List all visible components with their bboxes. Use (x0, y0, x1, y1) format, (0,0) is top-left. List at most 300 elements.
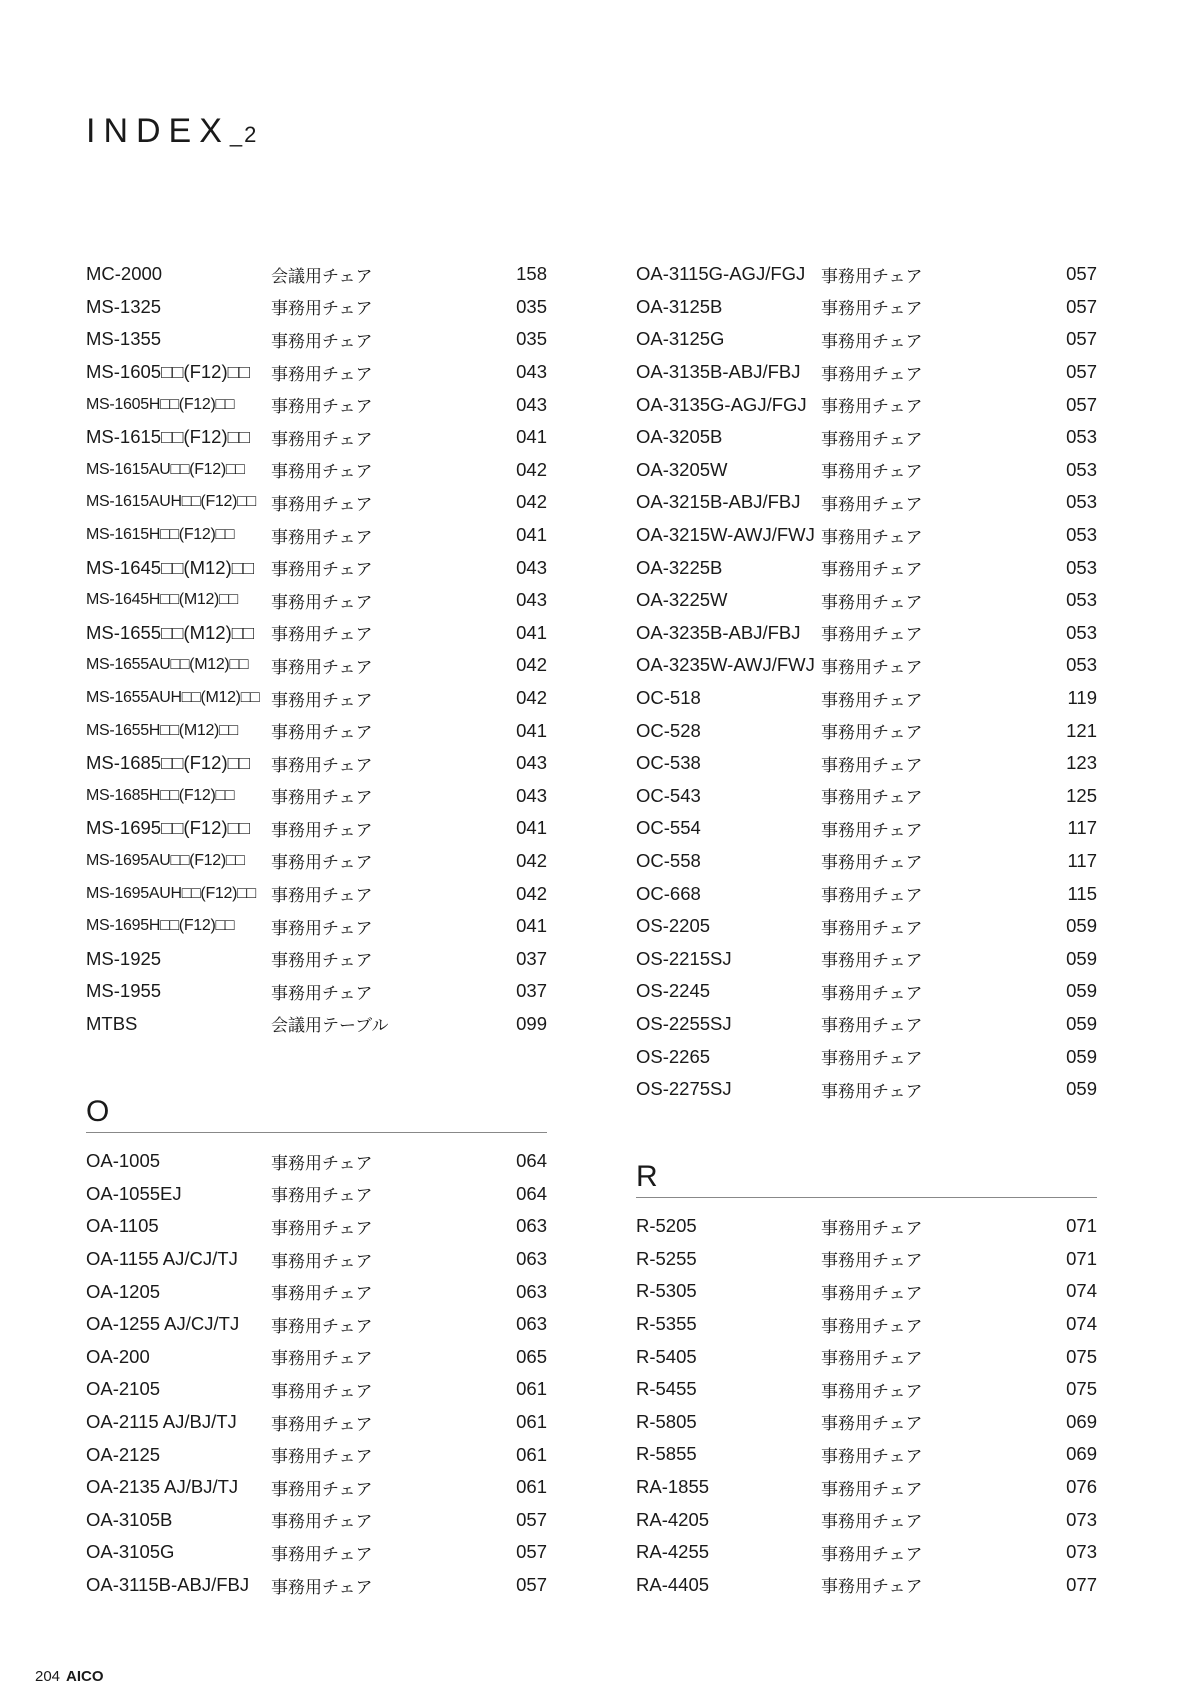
index-row (86, 780, 547, 813)
model-number: OS-2275SJ (636, 1078, 732, 1100)
page-reference: 053 (1066, 426, 1097, 448)
index-row (636, 812, 1097, 845)
model-number: R-5405 (636, 1345, 697, 1367)
page-reference: 061 (516, 1411, 547, 1433)
product-type: 事務用チェア (271, 625, 373, 645)
page-reference: 059 (1066, 980, 1097, 1002)
product-type: 事務用チェア (821, 560, 923, 580)
page-reference: 076 (1066, 1476, 1097, 1498)
product-type: 事務用チェア (271, 1251, 373, 1271)
index-row (86, 1210, 547, 1243)
product-type: 事務用チェア (821, 918, 923, 938)
index-row (86, 975, 547, 1008)
model-number: OC-558 (636, 849, 701, 871)
product-type: 事務用チェア (821, 1544, 923, 1564)
model-number: RA-4205 (636, 1508, 710, 1530)
index-row (86, 877, 547, 910)
page-reference: 053 (1066, 491, 1097, 513)
index-row (86, 356, 547, 389)
page-reference: 035 (516, 328, 547, 350)
index-row (86, 1308, 547, 1341)
model-number: RA-4255 (636, 1541, 710, 1563)
index-row (636, 845, 1097, 878)
index-row (86, 1275, 547, 1308)
model-number: OA-3125G (636, 328, 725, 350)
product-type: 事務用チェア (271, 723, 373, 743)
product-type: 事務用チェア (821, 983, 923, 1003)
page-reference: 041 (516, 524, 547, 546)
product-type: 事務用チェア (271, 1479, 373, 1499)
index-list-m (86, 258, 547, 1040)
model-number: MS-1695□□(F12)□□ (86, 817, 250, 839)
product-type: 事務用チェア (821, 755, 923, 775)
page-reference: 123 (1066, 752, 1097, 774)
product-type: 事務用チェア (821, 1016, 923, 1036)
page-reference: 035 (516, 295, 547, 317)
index-row (636, 1243, 1097, 1276)
page-reference: 057 (1066, 295, 1097, 317)
product-type: 事務用チェア (821, 1349, 923, 1369)
product-type: 事務用チェア (271, 299, 373, 319)
index-row (86, 1504, 547, 1537)
index-row (636, 519, 1097, 552)
index-row (636, 584, 1097, 617)
product-type: 事務用チェア (271, 592, 373, 612)
product-type: 事務用チェア (821, 723, 923, 743)
model-number: OA-2125 (86, 1443, 161, 1465)
page-reference: 057 (1066, 328, 1097, 350)
model-number: OC-528 (636, 719, 701, 741)
model-number: OA-3225W (636, 589, 728, 611)
page-reference: 069 (1066, 1410, 1097, 1432)
index-row (86, 1438, 547, 1471)
page-reference: 064 (516, 1150, 547, 1172)
model-number: OA-1205 (86, 1280, 161, 1302)
page-reference: 061 (516, 1443, 547, 1465)
product-type: 事務用チェア (821, 429, 923, 449)
model-number: RA-1855 (636, 1476, 710, 1498)
index-row (636, 1308, 1097, 1341)
model-number: OA-1105 (86, 1215, 159, 1237)
model-number: OA-3105B (86, 1508, 173, 1530)
product-type: 事務用チェア (271, 331, 373, 351)
model-number: R-5205 (636, 1215, 697, 1237)
section-letter-o: O (86, 1092, 547, 1133)
product-type: 事務用チェア (271, 494, 373, 514)
page-reference: 043 (516, 784, 547, 806)
page-reference: 069 (1066, 1443, 1097, 1465)
index-row (86, 291, 547, 324)
model-number: OC-668 (636, 882, 701, 904)
index-row (636, 1040, 1097, 1073)
model-number: MS-1655AUH□□(M12)□□ (86, 689, 260, 707)
index-row (86, 1243, 547, 1276)
page-reference: 053 (1066, 654, 1097, 676)
page-title (86, 112, 258, 151)
index-row (86, 910, 547, 943)
brand-logo: AICO (66, 1668, 104, 1685)
model-number: OA-3205W (636, 458, 728, 480)
page-reference: 075 (1066, 1378, 1097, 1400)
product-type: 事務用チェア (271, 1349, 373, 1369)
model-number: MS-1645H□□(M12)□□ (86, 591, 238, 609)
product-type: 事務用チェア (821, 299, 923, 319)
product-type: 事務用チェア (821, 331, 923, 351)
page-reference: 073 (1066, 1541, 1097, 1563)
model-number: OA-1155 AJ/CJ/TJ (86, 1248, 238, 1270)
index-row (636, 877, 1097, 910)
index-row (636, 1210, 1097, 1243)
model-number: OA-1055EJ (86, 1182, 182, 1204)
index-row (636, 1569, 1097, 1602)
page-reference: 042 (516, 849, 547, 871)
page-reference: 037 (516, 980, 547, 1002)
page-reference: 057 (516, 1508, 547, 1530)
index-row (636, 291, 1097, 324)
product-type: 事務用チェア (821, 592, 923, 612)
product-type: 事務用チェア (271, 1316, 373, 1336)
index-row (86, 323, 547, 356)
product-type: 事務用チェア (271, 1447, 373, 1467)
product-type: 事務用チェア (271, 429, 373, 449)
index-list-o-right (636, 258, 1097, 1105)
model-number: OC-538 (636, 752, 701, 774)
page-reference: 041 (516, 719, 547, 741)
product-type: 事務用チェア (821, 527, 923, 547)
page-reference: 057 (1066, 361, 1097, 383)
product-type: 事務用チェア (271, 853, 373, 873)
index-row (636, 1438, 1097, 1471)
page-reference: 053 (1066, 556, 1097, 578)
index-row (636, 421, 1097, 454)
page-reference: 119 (1067, 687, 1097, 709)
product-type: 事務用チェア (271, 951, 373, 971)
page-reference: 042 (516, 458, 547, 480)
page-reference: 158 (516, 263, 547, 285)
product-type: 事務用チェア (821, 1446, 923, 1466)
index-list-o-left (86, 1145, 547, 1601)
product-type: 事務用チェア (821, 397, 923, 417)
page-reference: 042 (516, 654, 547, 676)
page-reference: 071 (1066, 1215, 1097, 1237)
product-type: 事務用チェア (821, 1316, 923, 1336)
index-row (636, 1536, 1097, 1569)
model-number: MC-2000 (86, 263, 163, 285)
index-row (636, 356, 1097, 389)
model-number: OA-3135B-ABJ/FBJ (636, 361, 801, 383)
product-type: 事務用チェア (821, 788, 923, 808)
page-reference: 064 (516, 1182, 547, 1204)
product-type: 事務用チェア (271, 364, 373, 384)
index-row (636, 1406, 1097, 1439)
model-number: OA-3105G (86, 1541, 175, 1563)
index-row (636, 942, 1097, 975)
page-reference: 075 (1066, 1345, 1097, 1367)
index-row (636, 780, 1097, 813)
page-reference: 041 (516, 426, 547, 448)
product-type: 事務用チェア (821, 1512, 923, 1532)
product-type: 事務用チェア (821, 1081, 923, 1101)
page-reference: 053 (1066, 589, 1097, 611)
model-number: OA-2105 (86, 1378, 161, 1400)
model-number: MS-1925 (86, 947, 162, 969)
index-row (86, 1471, 547, 1504)
model-number: MS-1325 (86, 295, 162, 317)
index-row (86, 714, 547, 747)
product-type: 会議用チェア (271, 266, 373, 286)
model-number: R-5455 (636, 1378, 697, 1400)
product-type: 事務用チェア (271, 1544, 373, 1564)
model-number: MS-1615AUH□□(F12)□□ (86, 493, 256, 511)
model-number: OA-3235B-ABJ/FBJ (636, 621, 801, 643)
product-type: 事務用チェア (271, 983, 373, 1003)
index-row (86, 258, 547, 291)
model-number: MS-1695AU□□(F12)□□ (86, 851, 245, 869)
page-reference: 063 (516, 1313, 547, 1335)
index-row (636, 258, 1097, 291)
page-reference: 037 (516, 947, 547, 969)
product-type: 事務用チェア (271, 1186, 373, 1206)
index-row (86, 1008, 547, 1041)
index-row (86, 1178, 547, 1211)
model-number: R-5305 (636, 1280, 697, 1302)
model-number: MS-1615□□(F12)□□ (86, 426, 250, 448)
page-reference: 053 (1066, 458, 1097, 480)
model-number: OS-2245 (636, 980, 711, 1002)
model-number: MS-1605H□□(F12)□□ (86, 395, 235, 413)
page-reference: 099 (516, 1012, 547, 1034)
page-reference: 059 (1066, 1012, 1097, 1034)
page-reference: 063 (516, 1248, 547, 1270)
index-row (636, 1008, 1097, 1041)
product-type: 事務用チェア (821, 266, 923, 286)
model-number: R-5255 (636, 1247, 697, 1269)
page-reference: 117 (1067, 817, 1097, 839)
model-number: OA-3215W-AWJ/FWJ (636, 524, 815, 546)
model-number: OC-518 (636, 687, 701, 709)
index-row (86, 1536, 547, 1569)
page-number: 204 (35, 1668, 61, 1685)
product-type: 事務用チェア (821, 1283, 923, 1303)
page-reference: 061 (516, 1476, 547, 1498)
model-number: R-5355 (636, 1313, 697, 1335)
index-row (636, 714, 1097, 747)
page-reference: 063 (516, 1280, 547, 1302)
index-row (86, 942, 547, 975)
index-row (636, 649, 1097, 682)
product-type: 事務用チェア (271, 527, 373, 547)
product-type: 事務用チェア (821, 690, 923, 710)
model-number: OA-3135G-AGJ/FGJ (636, 393, 807, 415)
section-header-r (636, 1157, 1097, 1198)
page-reference: 042 (516, 882, 547, 904)
model-number: RA-4405 (636, 1573, 710, 1595)
index-row (86, 1406, 547, 1439)
model-number: MS-1355 (86, 328, 162, 350)
model-number: R-5805 (636, 1410, 697, 1432)
index-row (86, 1145, 547, 1178)
page-reference: 057 (516, 1541, 547, 1563)
page-reference: 057 (1066, 263, 1097, 285)
product-type: 事務用チェア (821, 1049, 923, 1069)
page-reference: 059 (1066, 1078, 1097, 1100)
index-row (86, 454, 547, 487)
index-row (636, 486, 1097, 519)
product-type: 事務用チェア (821, 820, 923, 840)
page-reference: 074 (1066, 1313, 1097, 1335)
page-reference: 063 (516, 1215, 547, 1237)
index-row (636, 388, 1097, 421)
product-type: 事務用チェア (271, 1284, 373, 1304)
model-number: R-5855 (636, 1443, 697, 1465)
index-row (86, 845, 547, 878)
product-type: 事務用チェア (271, 560, 373, 580)
product-type: 事務用チェア (271, 397, 373, 417)
product-type: 事務用チェア (271, 1414, 373, 1434)
product-type: 事務用チェア (271, 462, 373, 482)
model-number: OC-554 (636, 817, 701, 839)
index-row (636, 1275, 1097, 1308)
page-reference: 041 (516, 621, 547, 643)
product-type: 事務用チェア (271, 918, 373, 938)
product-type: 事務用チェア (271, 1577, 373, 1597)
product-type: 事務用チェア (821, 853, 923, 873)
index-row (636, 975, 1097, 1008)
page-reference: 057 (516, 1574, 547, 1596)
page-reference: 043 (516, 361, 547, 383)
model-number: MS-1955 (86, 980, 162, 1002)
product-type: 事務用チェア (271, 755, 373, 775)
page-footer (35, 1668, 104, 1685)
model-number: OA-3115B-ABJ/FBJ (86, 1574, 250, 1596)
product-type: 事務用チェア (271, 1153, 373, 1173)
model-number: MS-1655□□(M12)□□ (86, 621, 255, 643)
product-type: 事務用チェア (821, 1414, 923, 1434)
index-list-r (636, 1210, 1097, 1601)
index-row (86, 747, 547, 780)
index-row (636, 747, 1097, 780)
model-number: MS-1645□□(M12)□□ (86, 556, 255, 578)
product-type: 事務用チェア (271, 1512, 373, 1532)
model-number: OA-2135 AJ/BJ/TJ (86, 1476, 239, 1498)
index-row (86, 551, 547, 584)
section-header-o (86, 1092, 547, 1133)
model-number: OA-1005 (86, 1150, 161, 1172)
index-row (86, 519, 547, 552)
model-number: MS-1655AU□□(M12)□□ (86, 656, 249, 674)
index-row (86, 617, 547, 650)
product-type: 事務用チェア (271, 886, 373, 906)
page-reference: 065 (516, 1345, 547, 1367)
index-row (86, 649, 547, 682)
model-number: OA-3205B (636, 426, 723, 448)
model-number: OA-3225B (636, 556, 723, 578)
page-reference: 043 (516, 556, 547, 578)
model-number: MS-1655H□□(M12)□□ (86, 721, 238, 739)
index-row (636, 1073, 1097, 1106)
model-number: OS-2255SJ (636, 1012, 732, 1034)
product-type: 事務用チェア (821, 657, 923, 677)
product-type: 事務用チェア (271, 1381, 373, 1401)
product-type: 事務用チェア (271, 788, 373, 808)
model-number: OA-1255 AJ/CJ/TJ (86, 1313, 240, 1335)
product-type: 事務用チェア (821, 886, 923, 906)
product-type: 事務用チェア (821, 462, 923, 482)
page-reference: 043 (516, 752, 547, 774)
index-row (86, 1569, 547, 1602)
page-reference: 043 (516, 589, 547, 611)
page-reference: 053 (1066, 621, 1097, 643)
model-number: MS-1605□□(F12)□□ (86, 361, 250, 383)
page-reference: 041 (516, 915, 547, 937)
product-type: 事務用チェア (271, 690, 373, 710)
product-type: 事務用チェア (821, 1479, 923, 1499)
index-row (636, 617, 1097, 650)
page-reference: 117 (1067, 849, 1097, 871)
index-row (636, 1340, 1097, 1373)
model-number: MS-1685H□□(F12)□□ (86, 786, 235, 804)
model-number: OC-543 (636, 784, 701, 806)
model-number: MS-1615H□□(F12)□□ (86, 526, 235, 544)
product-type: 事務用チェア (271, 657, 373, 677)
index-row (636, 682, 1097, 715)
product-type: 事務用チェア (821, 364, 923, 384)
page-reference: 041 (516, 817, 547, 839)
index-row (636, 910, 1097, 943)
page-title-main: INDEX (86, 112, 230, 150)
index-row (86, 584, 547, 617)
product-type: 事務用チェア (821, 1251, 923, 1271)
product-type: 事務用チェア (821, 1381, 923, 1401)
page-reference: 061 (516, 1378, 547, 1400)
model-number: OA-3115G-AGJ/FGJ (636, 263, 806, 285)
page-reference: 043 (516, 393, 547, 415)
page-reference: 073 (1066, 1508, 1097, 1530)
page-reference: 042 (516, 687, 547, 709)
index-row (86, 486, 547, 519)
page-reference: 077 (1066, 1573, 1097, 1595)
model-number: MS-1695H□□(F12)□□ (86, 917, 235, 935)
model-number: OA-3235W-AWJ/FWJ (636, 654, 815, 676)
page-reference: 121 (1066, 719, 1097, 741)
page-reference: 115 (1067, 882, 1097, 904)
product-type: 会議用テーブル (271, 1016, 389, 1036)
model-number: OA-200 (86, 1345, 150, 1367)
product-type: 事務用チェア (821, 494, 923, 514)
product-type: 事務用チェア (821, 625, 923, 645)
index-row (86, 1373, 547, 1406)
index-row (636, 323, 1097, 356)
index-row (636, 1471, 1097, 1504)
product-type: 事務用チェア (821, 1218, 923, 1238)
page-reference: 059 (1066, 947, 1097, 969)
model-number: MS-1685□□(F12)□□ (86, 752, 250, 774)
page-reference: 042 (516, 491, 547, 513)
index-row (636, 1503, 1097, 1536)
model-number: OA-3215B-ABJ/FBJ (636, 491, 801, 513)
page-reference: 059 (1066, 1045, 1097, 1067)
model-number: MTBS (86, 1012, 138, 1034)
product-type: 事務用チェア (271, 820, 373, 840)
index-row (86, 812, 547, 845)
page-reference: 125 (1066, 784, 1097, 806)
product-type: 事務用チェア (821, 1577, 923, 1597)
page-reference: 053 (1066, 524, 1097, 546)
product-type: 事務用チェア (821, 951, 923, 971)
section-letter-r: R (636, 1157, 1097, 1198)
index-row (636, 551, 1097, 584)
model-number: MS-1615AU□□(F12)□□ (86, 460, 245, 478)
